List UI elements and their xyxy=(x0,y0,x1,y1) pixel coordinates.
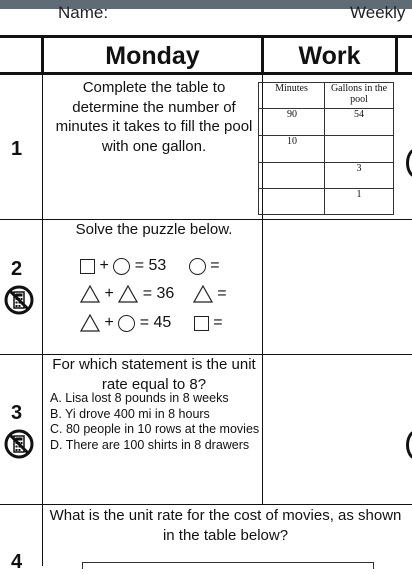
pool-cell xyxy=(259,189,325,215)
square-icon xyxy=(194,316,209,331)
triangle-icon xyxy=(118,285,138,303)
option-d: D. There are 100 shirts in 8 drawers xyxy=(50,437,250,452)
row-number-1: 1 xyxy=(11,138,23,160)
grid-line-header-bottom xyxy=(0,72,412,75)
pool-cell: 1 xyxy=(325,189,394,215)
question-4: What is the unit rate for the cost of movies, as shown in the table below? xyxy=(49,507,402,544)
side-icon-partial xyxy=(406,148,412,178)
pool-cell xyxy=(325,136,394,163)
puzzle-ask: = xyxy=(210,257,220,274)
side-icon-partial xyxy=(406,430,412,460)
name-label: Name: xyxy=(58,3,109,22)
no-calculator-icon xyxy=(4,285,34,315)
puzzle-row-2 xyxy=(80,285,227,307)
pool-cell: 10 xyxy=(259,136,325,163)
circle-icon xyxy=(113,258,130,275)
pool-cell xyxy=(259,163,325,189)
plus-sign: + xyxy=(104,285,114,302)
no-calculator-icon xyxy=(4,429,34,459)
puzzle-result: = 36 xyxy=(142,285,175,302)
puzzle-result: = 53 xyxy=(134,257,167,274)
grid-line-row3 xyxy=(0,504,412,505)
answer-options xyxy=(50,391,260,453)
column-work: Work xyxy=(298,42,361,70)
plus-sign: + xyxy=(104,314,114,331)
circle-icon xyxy=(189,258,206,275)
puzzle-row-3 xyxy=(80,314,223,336)
grid-line-v1 xyxy=(42,75,43,566)
pool-header-gallons: Gallons in the pool xyxy=(325,83,394,109)
column-monday: Monday xyxy=(105,42,200,70)
puzzle-ask: = xyxy=(213,314,223,331)
puzzle-ask: = xyxy=(217,285,227,302)
pool-cell: 54 xyxy=(325,109,394,136)
puzzle-row-1 xyxy=(80,257,220,279)
option-c: C. 80 people in 10 rows at the movies xyxy=(50,422,260,436)
pool-header-minutes: Minutes xyxy=(259,83,325,109)
plus-sign: + xyxy=(99,257,109,274)
question-1: Complete the table to determine the number of minutes it takes to fill the pool with one gallon. xyxy=(55,79,253,155)
puzzle-result: = 45 xyxy=(139,314,172,331)
row-number-3: 3 xyxy=(11,402,23,424)
row-number-2: 2 xyxy=(11,258,23,280)
question-2: Solve the puzzle below. xyxy=(75,221,233,238)
pool-table xyxy=(258,82,394,215)
circle-icon xyxy=(118,315,135,332)
grid-line-v3-head xyxy=(395,35,398,75)
weekly-label: Weekly xyxy=(350,3,406,22)
triangle-icon xyxy=(193,285,213,303)
row-number-4: 4 xyxy=(11,551,23,573)
triangle-icon xyxy=(80,314,100,332)
question-3: For which statement is the unit rate equal to 8? xyxy=(52,356,256,393)
option-a: A. Lisa lost 8 pounds in 8 weeks xyxy=(50,391,229,405)
square-icon xyxy=(80,259,95,274)
option-b: B. Yi drove 400 mi in 8 hours xyxy=(50,406,210,421)
pool-cell: 3 xyxy=(325,163,394,189)
pool-cell: 90 xyxy=(259,109,325,136)
triangle-icon xyxy=(80,285,100,303)
